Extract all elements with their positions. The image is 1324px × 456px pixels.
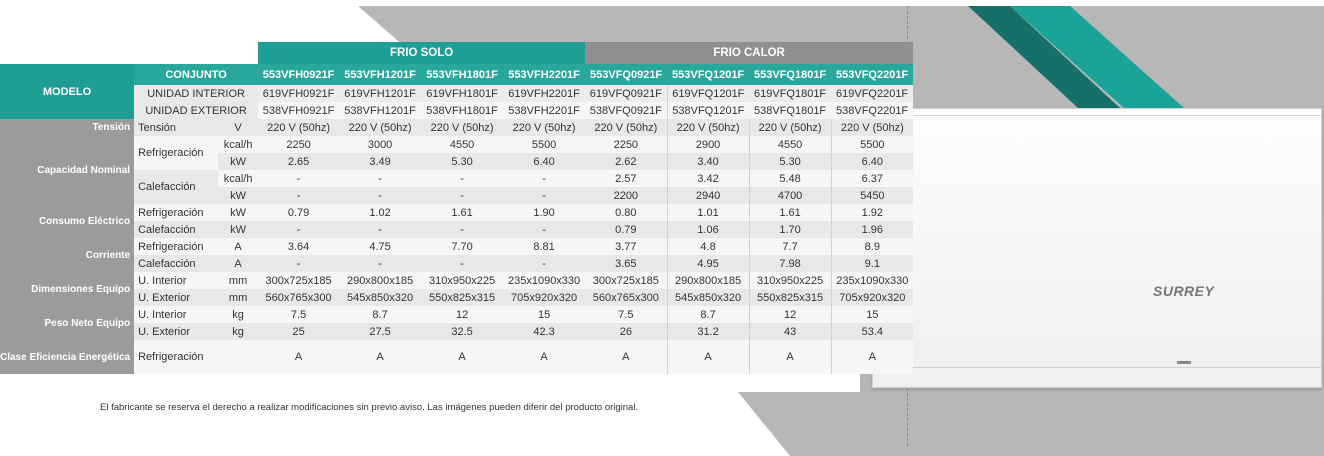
value-cell: - xyxy=(503,221,585,238)
value-cell: - xyxy=(339,221,421,238)
value-cell: 4.95 xyxy=(667,255,749,272)
value-cell: - xyxy=(339,187,421,204)
group-header-frio-calor: FRIO CALOR xyxy=(585,42,913,64)
value-cell: 705x920x320 xyxy=(503,289,585,306)
row-sublabel: Calefacción xyxy=(134,170,218,204)
row-sublabel: U. Exterior xyxy=(134,323,218,340)
row-unit: mm xyxy=(218,289,258,306)
value-cell: - xyxy=(258,187,339,204)
value-cell: 0.79 xyxy=(585,221,667,238)
conjunto-label: CONJUNTO xyxy=(134,64,258,85)
category-consumo: Consumo Eléctrico xyxy=(0,204,134,238)
value-cell: 7.70 xyxy=(421,238,503,255)
conjunto-code: 553VFQ1201F xyxy=(667,64,749,85)
interior-code: 619VFQ2201F xyxy=(831,85,913,102)
value-cell: 3.42 xyxy=(667,170,749,187)
row-sublabel: Refrigeración xyxy=(134,238,218,255)
value-cell: 1.90 xyxy=(503,204,585,221)
value-cell: 1.96 xyxy=(831,221,913,238)
spec-table xyxy=(0,42,913,374)
value-cell: 42.3 xyxy=(503,323,585,340)
row-unit: mm xyxy=(218,272,258,289)
value-cell: 8.81 xyxy=(503,238,585,255)
category-capacidad: Capacidad Nominal xyxy=(0,136,134,204)
ac-unit-image xyxy=(872,108,1322,388)
value-cell: A xyxy=(503,340,585,374)
value-cell: 43 xyxy=(749,323,831,340)
exterior-code: 538VFQ2201F xyxy=(831,102,913,119)
row-sublabel: U. Interior xyxy=(134,272,218,289)
exterior-code: 538VFH1801F xyxy=(421,102,503,119)
value-cell: A xyxy=(831,340,913,374)
unidad-exterior-label: UNIDAD EXTERIOR xyxy=(134,102,258,119)
table-row xyxy=(0,272,913,289)
table-row xyxy=(0,221,913,238)
value-cell: 1.70 xyxy=(749,221,831,238)
value-cell: 310x950x225 xyxy=(421,272,503,289)
conjunto-code: 553VFH0921F xyxy=(258,64,339,85)
row-sublabel: Calefacción xyxy=(134,255,218,272)
brand-logo: SURREY xyxy=(1153,283,1215,299)
value-cell: 8.7 xyxy=(667,306,749,323)
value-cell: A xyxy=(667,340,749,374)
table-row xyxy=(0,136,913,153)
value-cell: 12 xyxy=(421,306,503,323)
value-cell: 2250 xyxy=(585,136,667,153)
row-unit: V xyxy=(218,119,258,136)
value-cell: 5500 xyxy=(831,136,913,153)
value-cell: 5.30 xyxy=(421,153,503,170)
interior-code: 619VFQ1201F xyxy=(667,85,749,102)
value-cell: - xyxy=(258,170,339,187)
value-cell: 2900 xyxy=(667,136,749,153)
value-cell: 560x765x300 xyxy=(585,289,667,306)
value-cell: 220 V (50hz) xyxy=(503,119,585,136)
value-cell: 0.80 xyxy=(585,204,667,221)
interior-code: 619VFH0921F xyxy=(258,85,339,102)
value-cell: 235x1090x330 xyxy=(503,272,585,289)
value-cell: 2940 xyxy=(667,187,749,204)
value-cell: 7.5 xyxy=(258,306,339,323)
unidad-interior-label: UNIDAD INTERIOR xyxy=(134,85,258,102)
value-cell: 53.4 xyxy=(831,323,913,340)
value-cell: 4.8 xyxy=(667,238,749,255)
value-cell: 12 xyxy=(749,306,831,323)
category-tension: Tensión xyxy=(0,119,134,136)
row-unit: kcal/h xyxy=(218,170,258,187)
value-cell: 1.61 xyxy=(749,204,831,221)
exterior-code: 538VFH2201F xyxy=(503,102,585,119)
value-cell: 2.65 xyxy=(258,153,339,170)
value-cell: 220 V (50hz) xyxy=(667,119,749,136)
modelo-label: MODELO xyxy=(0,64,134,119)
row-unit: kcal/h xyxy=(218,136,258,153)
value-cell: 300x725x185 xyxy=(258,272,339,289)
value-cell: 220 V (50hz) xyxy=(421,119,503,136)
footnote: El fabricante se reserva el derecho a realizar modificaciones sin previo aviso. Las imágenes pueden diferir del producto original. xyxy=(100,402,639,413)
conjunto-code: 553VFH2201F xyxy=(503,64,585,85)
value-cell: 1.92 xyxy=(831,204,913,221)
value-cell: 25 xyxy=(258,323,339,340)
value-cell: 3.49 xyxy=(339,153,421,170)
conjunto-code: 553VFQ1801F xyxy=(749,64,831,85)
row-unit: kg xyxy=(218,306,258,323)
value-cell: - xyxy=(339,255,421,272)
value-cell: 7.7 xyxy=(749,238,831,255)
value-cell: 6.40 xyxy=(503,153,585,170)
table-row xyxy=(0,204,913,221)
value-cell: A xyxy=(749,340,831,374)
value-cell: A xyxy=(339,340,421,374)
value-cell: 5.30 xyxy=(749,153,831,170)
value-cell: 3.64 xyxy=(258,238,339,255)
interior-code: 619VFH1201F xyxy=(339,85,421,102)
category-peso: Peso Neto Equipo xyxy=(0,306,134,340)
value-cell: A xyxy=(258,340,339,374)
value-cell: - xyxy=(421,255,503,272)
value-cell: 3.65 xyxy=(585,255,667,272)
table-row xyxy=(0,238,913,255)
value-cell: 4550 xyxy=(421,136,503,153)
value-cell: 220 V (50hz) xyxy=(258,119,339,136)
row-unit: A xyxy=(218,238,258,255)
spec-table-body xyxy=(0,42,913,374)
value-cell: 550x825x315 xyxy=(749,289,831,306)
value-cell: 8.7 xyxy=(339,306,421,323)
category-dimensiones: Dimensiones Equipo xyxy=(0,272,134,306)
value-cell: - xyxy=(258,221,339,238)
value-cell: 3.77 xyxy=(585,238,667,255)
value-cell: 27.5 xyxy=(339,323,421,340)
interior-code: 619VFH1801F xyxy=(421,85,503,102)
value-cell: 2.57 xyxy=(585,170,667,187)
category-clase: Clase Eficiencia Energética xyxy=(0,340,134,374)
value-cell: - xyxy=(421,221,503,238)
value-cell: - xyxy=(503,187,585,204)
exterior-code: 538VFQ1801F xyxy=(749,102,831,119)
value-cell: 6.40 xyxy=(831,153,913,170)
exterior-code: 538VFH0921F xyxy=(258,102,339,119)
conjunto-code: 553VFH1201F xyxy=(339,64,421,85)
value-cell: 220 V (50hz) xyxy=(831,119,913,136)
value-cell: 290x800x185 xyxy=(339,272,421,289)
value-cell: 290x800x185 xyxy=(667,272,749,289)
exterior-code: 538VFH1201F xyxy=(339,102,421,119)
row-unit xyxy=(218,340,258,374)
row-sublabel: U. Interior xyxy=(134,306,218,323)
value-cell: - xyxy=(421,187,503,204)
value-cell: 6.37 xyxy=(831,170,913,187)
value-cell: 220 V (50hz) xyxy=(749,119,831,136)
value-cell: A xyxy=(585,340,667,374)
value-cell: - xyxy=(258,255,339,272)
row-sublabel: Tensión xyxy=(134,119,218,136)
group-header-frio-solo: FRIO SOLO xyxy=(258,42,585,64)
value-cell: 560x765x300 xyxy=(258,289,339,306)
value-cell: A xyxy=(421,340,503,374)
value-cell: 7.98 xyxy=(749,255,831,272)
conjunto-code: 553VFH1801F xyxy=(421,64,503,85)
table-row xyxy=(0,119,913,136)
value-cell: 705x920x320 xyxy=(831,289,913,306)
value-cell: 310x950x225 xyxy=(749,272,831,289)
row-unit: kW xyxy=(218,221,258,238)
table-row xyxy=(0,306,913,323)
value-cell: 3.40 xyxy=(667,153,749,170)
row-sublabel: U. Exterior xyxy=(134,289,218,306)
value-cell: 8.9 xyxy=(831,238,913,255)
table-row xyxy=(0,323,913,340)
value-cell: 2.62 xyxy=(585,153,667,170)
value-cell: - xyxy=(339,170,421,187)
value-cell: 1.06 xyxy=(667,221,749,238)
value-cell: - xyxy=(503,255,585,272)
value-cell: 1.02 xyxy=(339,204,421,221)
table-row xyxy=(0,340,913,374)
table-row xyxy=(0,170,913,187)
row-unit: kW xyxy=(218,187,258,204)
row-sublabel: Refrigeración xyxy=(134,136,218,170)
value-cell: - xyxy=(421,170,503,187)
value-cell: 2250 xyxy=(258,136,339,153)
row-unit: kW xyxy=(218,204,258,221)
value-cell: 26 xyxy=(585,323,667,340)
value-cell: 550x825x315 xyxy=(421,289,503,306)
row-unit: kW xyxy=(218,153,258,170)
value-cell: 15 xyxy=(503,306,585,323)
category-corriente: Corriente xyxy=(0,238,134,272)
row-sublabel: Refrigeración xyxy=(134,340,218,374)
exterior-code: 538VFQ1201F xyxy=(667,102,749,119)
value-cell: 3000 xyxy=(339,136,421,153)
value-cell: 2200 xyxy=(585,187,667,204)
value-cell: 220 V (50hz) xyxy=(585,119,667,136)
value-cell: 545x850x320 xyxy=(339,289,421,306)
value-cell: 5450 xyxy=(831,187,913,204)
value-cell: - xyxy=(503,170,585,187)
value-cell: 220 V (50hz) xyxy=(339,119,421,136)
row-unit: kg xyxy=(218,323,258,340)
value-cell: 32.5 xyxy=(421,323,503,340)
exterior-code: 538VFQ0921F xyxy=(585,102,667,119)
conjunto-code: 553VFQ2201F xyxy=(831,64,913,85)
value-cell: 7.5 xyxy=(585,306,667,323)
value-cell: 31.2 xyxy=(667,323,749,340)
table-row xyxy=(0,255,913,272)
value-cell: 235x1090x330 xyxy=(831,272,913,289)
interior-code: 619VFQ0921F xyxy=(585,85,667,102)
value-cell: 5.48 xyxy=(749,170,831,187)
row-unit: A xyxy=(218,255,258,272)
table-row xyxy=(0,289,913,306)
value-cell: 15 xyxy=(831,306,913,323)
value-cell: 4.75 xyxy=(339,238,421,255)
value-cell: 4550 xyxy=(749,136,831,153)
value-cell: 1.61 xyxy=(421,204,503,221)
value-cell: 9.1 xyxy=(831,255,913,272)
row-sublabel: Refrigeración xyxy=(134,204,218,221)
conjunto-code: 553VFQ0921F xyxy=(585,64,667,85)
row-sublabel: Calefacción xyxy=(134,221,218,238)
value-cell: 545x850x320 xyxy=(667,289,749,306)
value-cell: 0.79 xyxy=(258,204,339,221)
value-cell: 5500 xyxy=(503,136,585,153)
value-cell: 1.01 xyxy=(667,204,749,221)
interior-code: 619VFQ1801F xyxy=(749,85,831,102)
value-cell: 300x725x185 xyxy=(585,272,667,289)
value-cell: 4700 xyxy=(749,187,831,204)
interior-code: 619VFH2201F xyxy=(503,85,585,102)
